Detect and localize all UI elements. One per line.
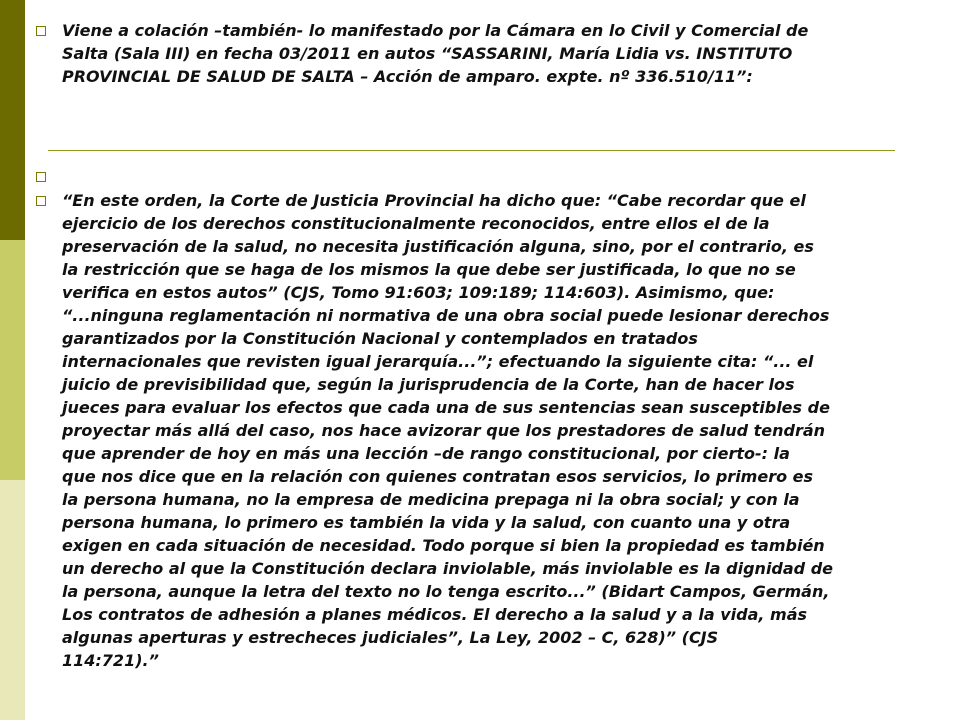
quote-line: persona humana, lo primero es también la vida y la salud, con cuanto una y otra [62,513,791,532]
quote-line: algunas aperturas y estrecheces judiciales”, La Ley, 2002 – C, 628)” (CJS [62,628,719,647]
paragraph-1-line: PROVINCIAL DE SALUD DE SALTA – Acción de amparo. expte. nº 336.510/11”: [62,67,753,86]
quote-line: exigen en cada situación de necesidad. Todo porque si bien la propiedad es también [62,536,825,555]
left-band-light [0,480,25,720]
left-band-dark [0,0,25,240]
quote-line: “En este orden, la Corte de Justicia Provincial ha dicho que: “Cabe recordar que el [62,191,806,210]
quote-line: la restricción que se haga de los mismos la que debe ser justificada, lo que no se [62,260,796,279]
quote-line: garantizados por la Constitución Nacional y contemplados en tratados [62,329,698,348]
hollow-square-bullet-icon [36,172,46,182]
quote-line: jueces para evaluar los efectos que cada una de sus sentencias sean susceptibles de [62,398,830,417]
hollow-square-bullet-icon [36,196,46,206]
quote-line: juicio de previsibilidad que, según la jurisprudencia de la Corte, han de hacer los [62,375,795,394]
quote-line: 114:721).” [62,651,159,670]
quote-line: Los contratos de adhesión a planes médicos. El derecho a la salud y a la vida, más [62,605,808,624]
left-band-mid [0,240,25,480]
paragraph-1-text [62,19,808,88]
quote-line: un derecho al que la Constitución declara inviolable, más inviolable es la dignidad de [62,559,833,578]
bullet-paragraph-3 [36,189,950,672]
quote-line: la persona humana, no la empresa de medicina prepaga ni la obra social; y con la [62,490,800,509]
quote-line: la persona, aunque la letra del texto no lo tenga escrito...” (Bidart Campos, Germán, [62,582,830,601]
quote-line: que nos dice que en la relación con quienes contratan esos servicios, lo primero es [62,467,814,486]
paragraph-1-line: Viene a colación –también- lo manifestado por la Cámara en lo Civil y Comercial de [62,21,809,40]
quote-line: ejercicio de los derechos constitucionalmente reconocidos, entre ellos el de la [62,214,770,233]
quote-line: proyectar más allá del caso, nos hace avizorar que los prestadores de salud tendrán [62,421,826,440]
quote-line: que aprender de hoy en más una lección –de rango constitucional, por cierto-: la [62,444,790,463]
quote-line: verifica en estos autos” (CJS, Tomo 91:603; 109:189; 114:603). Asimismo, que: [62,283,775,302]
quote-line: “...ninguna reglamentación ni normativa de una obra social puede lesionar derechos [62,306,830,325]
bullet-paragraph-1 [36,19,950,88]
hollow-square-bullet-icon [36,26,46,36]
paragraph-1-line: Salta (Sala III) en fecha 03/2011 en autos “SASSARINI, María Lidia vs. INSTITUTO [62,44,793,63]
horizontal-divider [48,150,895,151]
quote-line: internacionales que revisten igual jerarquía...”; efectuando la siguiente cita: “... el [62,352,814,371]
quote-line: preservación de la salud, no necesita justificación alguna, sino, por el contrario, es [62,237,814,256]
paragraph-3-text [62,189,833,672]
bullet-paragraph-2 [36,165,950,182]
